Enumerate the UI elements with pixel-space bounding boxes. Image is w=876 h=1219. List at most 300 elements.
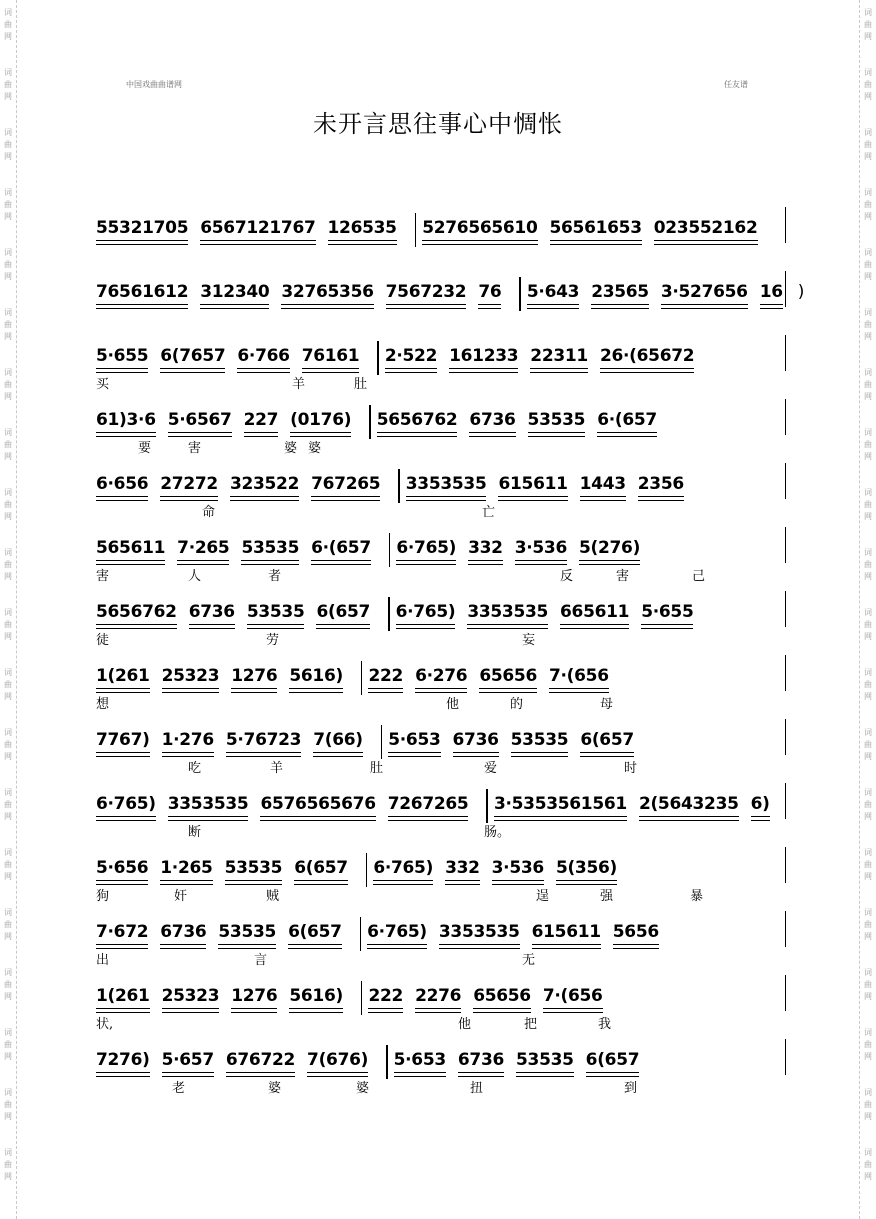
note-group: 5(356) — [556, 858, 617, 881]
watermark-char: 曲 — [864, 380, 872, 389]
score-line — [96, 781, 786, 845]
watermark-char: 网 — [864, 332, 872, 341]
note-group: 5·6567 — [168, 410, 232, 433]
lyric-char: 狗 — [96, 889, 110, 904]
note-group: 2·522 — [385, 346, 437, 369]
watermark-char: 曲 — [4, 980, 12, 989]
note-group: 3·536 — [515, 538, 567, 561]
note-group: 53535 — [511, 730, 569, 753]
note-group: 6(7657 — [160, 346, 225, 369]
note-group: 55321705 — [96, 218, 188, 241]
note-group: 53535 — [225, 858, 283, 881]
lyric-char: 婆 — [356, 1081, 370, 1096]
note-group: 23565 — [591, 282, 649, 305]
note-group: 6·766 — [237, 346, 289, 369]
note-group: 3353535 — [467, 602, 548, 625]
notation-line — [96, 405, 786, 439]
note-group: 6·(657 — [597, 410, 657, 433]
note-group: 767265 — [311, 474, 380, 497]
note-group: 65656 — [473, 986, 531, 1009]
note-group: 7·672 — [96, 922, 148, 945]
watermark-char: 词 — [864, 188, 872, 197]
watermark-mark — [0, 780, 16, 840]
note-group: 5·655 — [96, 346, 148, 369]
watermark-mark — [860, 960, 876, 1020]
watermark-char: 曲 — [864, 620, 872, 629]
watermark-char: 曲 — [4, 1040, 12, 1049]
score-line — [96, 205, 786, 269]
lyric-char: 扭 — [470, 1081, 484, 1096]
note-group: 1276 — [231, 986, 277, 1009]
lyric-char: 爱 — [484, 761, 498, 776]
page-title: 未开言思往事心中惆怅 — [313, 110, 563, 138]
note-group: 16 — [760, 282, 783, 305]
note-group: 3353535 — [406, 474, 487, 497]
note-group: 5·657 — [162, 1050, 214, 1073]
watermark-mark — [860, 360, 876, 420]
watermark-char: 曲 — [864, 740, 872, 749]
note-group: 6(657 — [316, 602, 370, 625]
barline — [388, 597, 390, 631]
watermark-char: 曲 — [4, 860, 12, 869]
lyric-char: 逞 — [536, 889, 550, 904]
note-group: 6736 — [458, 1050, 504, 1073]
note-group: 1·265 — [160, 858, 212, 881]
note-group: 6·765) — [396, 602, 456, 625]
note-group: 665611 — [560, 602, 629, 625]
watermark-mark — [0, 0, 16, 60]
watermark-char: 曲 — [864, 440, 872, 449]
watermark-char: 网 — [864, 692, 872, 701]
watermark-mark — [0, 600, 16, 660]
watermark-char: 网 — [864, 872, 872, 881]
watermark-char: 曲 — [4, 620, 12, 629]
watermark-char: 词 — [864, 608, 872, 617]
watermark-char: 曲 — [864, 800, 872, 809]
note-group: 5616) — [289, 986, 343, 1009]
note-group: 7·(656 — [549, 666, 609, 689]
note-group: 2(5643235 — [639, 794, 739, 817]
watermark-char: 曲 — [864, 980, 872, 989]
lyrics-line — [96, 1013, 786, 1031]
note-group: 53535 — [218, 922, 276, 945]
watermark-char: 词 — [4, 788, 12, 797]
lyric-char: 我 — [598, 1017, 612, 1032]
note-group: 5·653 — [394, 1050, 446, 1073]
end-barline — [785, 271, 787, 307]
watermark-mark — [860, 240, 876, 300]
lyric-char: 出 — [96, 953, 110, 968]
watermark-mark — [0, 960, 16, 1020]
end-barline — [785, 463, 787, 499]
note-group: 1(261 — [96, 666, 150, 689]
watermark-char: 曲 — [4, 380, 12, 389]
watermark-char: 词 — [864, 908, 872, 917]
watermark-mark — [0, 240, 16, 300]
watermark-mark — [0, 1020, 16, 1080]
watermark-mark — [0, 1140, 16, 1200]
watermark-char: 词 — [864, 248, 872, 257]
watermark-mark — [860, 1080, 876, 1140]
score-line — [96, 973, 786, 1037]
watermark-char: 网 — [864, 32, 872, 41]
watermark-char: 曲 — [864, 140, 872, 149]
watermark-char: 词 — [4, 728, 12, 737]
notation-line — [96, 1045, 786, 1079]
note-group: 3·536 — [492, 858, 544, 881]
barline — [360, 917, 362, 951]
watermark-char: 网 — [4, 452, 12, 461]
lyrics-line — [96, 565, 786, 583]
lyric-char: 命 — [202, 505, 216, 520]
lyric-char: 要 — [138, 441, 152, 456]
watermark-char: 网 — [4, 992, 12, 1001]
note-group: 6(657 — [294, 858, 348, 881]
lyric-char: 妄 — [522, 633, 536, 648]
note-group: 676722 — [226, 1050, 295, 1073]
lyrics-line — [96, 437, 786, 455]
watermark-char: 词 — [864, 8, 872, 17]
watermark-char: 曲 — [4, 20, 12, 29]
watermark-char: 曲 — [4, 80, 12, 89]
watermark-char: 词 — [4, 1088, 12, 1097]
lyric-char: 吃 — [188, 761, 202, 776]
note-group: 61)3·6 — [96, 410, 156, 433]
lyric-char: 徒 — [96, 633, 110, 648]
lyrics-line — [96, 245, 786, 263]
lyrics-line — [96, 1077, 786, 1095]
watermark-char: 词 — [864, 428, 872, 437]
notation-line — [96, 277, 805, 311]
note-group: 222 — [368, 986, 403, 1009]
note-group: 5·643 — [527, 282, 579, 305]
barline — [386, 1045, 388, 1079]
note-group: 7567232 — [386, 282, 467, 305]
watermark-char: 网 — [4, 1052, 12, 1061]
watermark-char: 词 — [4, 1028, 12, 1037]
watermark-char: 曲 — [864, 1160, 872, 1169]
lyric-char: 贼 — [266, 889, 280, 904]
watermark-char: 词 — [4, 908, 12, 917]
watermark-char: 网 — [864, 1052, 872, 1061]
lyric-char: 人 — [188, 569, 202, 584]
watermark-char: 网 — [864, 752, 872, 761]
lyric-char: 时 — [624, 761, 638, 776]
barline — [361, 661, 363, 695]
lyric-char: 言 — [254, 953, 268, 968]
watermark-char: 词 — [864, 848, 872, 857]
lyrics-line — [96, 373, 786, 391]
watermark-char: 词 — [864, 308, 872, 317]
note-group: 5·76723 — [226, 730, 301, 753]
watermark-char: 网 — [864, 152, 872, 161]
watermark-char: 网 — [4, 572, 12, 581]
note-group: 6736 — [453, 730, 499, 753]
end-barline — [785, 847, 787, 883]
watermark-char: 曲 — [864, 80, 872, 89]
watermark-char: 网 — [864, 812, 872, 821]
lyrics-line — [96, 821, 786, 839]
note-group: (0176) — [290, 410, 351, 433]
note-group: 615611 — [498, 474, 567, 497]
note-group: 6736 — [160, 922, 206, 945]
note-group: 6(657 — [586, 1050, 640, 1073]
watermark-mark — [0, 540, 16, 600]
note-group: 5656762 — [377, 410, 458, 433]
note-group: 5276565610 — [422, 218, 537, 241]
barline — [486, 789, 488, 823]
watermark-char: 曲 — [4, 260, 12, 269]
watermark-mark — [860, 540, 876, 600]
note-group: 1·276 — [162, 730, 214, 753]
watermark-char: 网 — [4, 872, 12, 881]
note-group: 2276 — [415, 986, 461, 1009]
watermark-char: 曲 — [864, 260, 872, 269]
watermark-mark — [0, 720, 16, 780]
watermark-char: 网 — [4, 332, 12, 341]
note-group: 5616) — [289, 666, 343, 689]
watermark-char: 曲 — [864, 320, 872, 329]
watermark-char: 曲 — [4, 140, 12, 149]
watermark-char: 曲 — [864, 920, 872, 929]
watermark-char: 网 — [4, 932, 12, 941]
barline — [389, 533, 391, 567]
watermark-char: 曲 — [4, 1100, 12, 1109]
watermark-char: 网 — [864, 512, 872, 521]
lyric-char: 肠。 — [484, 825, 511, 840]
watermark-char: 网 — [864, 1172, 872, 1181]
note-group: 3·5353561561 — [494, 794, 627, 817]
watermark-char: 网 — [4, 272, 12, 281]
watermark-mark — [860, 420, 876, 480]
watermark-char: 曲 — [864, 500, 872, 509]
watermark-mark — [860, 300, 876, 360]
watermark-char: 网 — [864, 392, 872, 401]
score-line — [96, 333, 786, 397]
lyric-char: 他 — [458, 1017, 472, 1032]
watermark-mark — [0, 360, 16, 420]
lyric-char: 断 — [188, 825, 202, 840]
score-line — [96, 909, 786, 973]
lyrics-line — [96, 309, 786, 327]
lyric-char: 劳 — [266, 633, 280, 648]
note-group: 7276) — [96, 1050, 150, 1073]
notation-line — [96, 469, 786, 503]
notation-line — [96, 981, 786, 1015]
watermark-char: 曲 — [4, 740, 12, 749]
watermark-char: 曲 — [864, 860, 872, 869]
watermark-char: 曲 — [864, 1100, 872, 1109]
watermark-mark — [0, 300, 16, 360]
watermark-char: 词 — [864, 668, 872, 677]
watermark-mark — [0, 1080, 16, 1140]
note-group: 6(657 — [580, 730, 634, 753]
note-group: 1(261 — [96, 986, 150, 1009]
note-group: 323522 — [230, 474, 299, 497]
note-group: 161233 — [449, 346, 518, 369]
lyric-char: 暴 — [690, 889, 704, 904]
score-line — [96, 397, 786, 461]
note-group: 2356 — [638, 474, 684, 497]
watermark-mark — [0, 900, 16, 960]
watermark-mark — [860, 180, 876, 240]
note-group: 53535 — [528, 410, 586, 433]
note-group: 65656 — [479, 666, 537, 689]
end-barline — [785, 591, 787, 627]
barline — [366, 853, 368, 887]
note-group: 7·(656 — [543, 986, 603, 1009]
barline — [415, 213, 417, 247]
barline — [361, 981, 363, 1015]
watermark-char: 词 — [4, 428, 12, 437]
note-group: 56561653 — [550, 218, 642, 241]
note-group: 6·(657 — [311, 538, 371, 561]
note-group: 6567121767 — [200, 218, 315, 241]
watermark-char: 曲 — [864, 680, 872, 689]
lyric-char: 肚 — [354, 377, 368, 392]
watermark-char: 词 — [4, 608, 12, 617]
note-group: 332 — [468, 538, 503, 561]
watermark-char: 曲 — [4, 1160, 12, 1169]
note-group: 5·653 — [388, 730, 440, 753]
watermark-char: 网 — [864, 452, 872, 461]
lyric-char: 婆 — [308, 441, 322, 456]
score — [96, 205, 805, 1101]
note-group: 6·276 — [415, 666, 467, 689]
note-group: 7267265 — [388, 794, 469, 817]
end-barline — [785, 207, 787, 243]
watermark-char: 词 — [864, 1088, 872, 1097]
site-name: 中国戏曲曲谱网 — [126, 80, 182, 89]
watermark-mark — [860, 900, 876, 960]
watermark-char: 词 — [4, 128, 12, 137]
note-group: 6(657 — [288, 922, 342, 945]
barline — [398, 469, 400, 503]
lyric-char: 亡 — [482, 505, 496, 520]
watermark-char: 词 — [864, 68, 872, 77]
note-group: 312340 — [200, 282, 269, 305]
note-group: 22311 — [530, 346, 588, 369]
lyrics-line — [96, 501, 786, 519]
note-group: 53535 — [516, 1050, 574, 1073]
lyrics-line — [96, 757, 786, 775]
lyric-char: 婆 — [268, 1081, 282, 1096]
note-group: 32765356 — [281, 282, 373, 305]
watermark-char: 词 — [864, 788, 872, 797]
lyric-char: 害 — [96, 569, 110, 584]
note-group: 332 — [445, 858, 480, 881]
note-group: 6) — [751, 794, 770, 817]
notation-line — [96, 533, 786, 567]
end-barline — [785, 399, 787, 435]
watermark-mark — [860, 480, 876, 540]
barline — [381, 725, 383, 759]
note-group: 5·655 — [641, 602, 693, 625]
notation-line — [96, 789, 786, 823]
watermark-char: 词 — [864, 128, 872, 137]
lyric-char: 的 — [510, 697, 524, 712]
watermark-mark — [0, 660, 16, 720]
note-group: 25323 — [162, 666, 220, 689]
watermark-char: 网 — [864, 92, 872, 101]
watermark-char: 词 — [4, 488, 12, 497]
watermark-char: 曲 — [4, 560, 12, 569]
watermark-char: 词 — [864, 1028, 872, 1037]
watermark-char: 网 — [4, 212, 12, 221]
watermark-char: 词 — [4, 308, 12, 317]
note-group: 6·765) — [367, 922, 427, 945]
end-barline — [785, 335, 787, 371]
watermark-char: 词 — [864, 368, 872, 377]
lyric-char: 害 — [188, 441, 202, 456]
watermark-char: 曲 — [4, 500, 12, 509]
barline — [369, 405, 371, 439]
note-group: 227 — [244, 410, 279, 433]
notation-line — [96, 661, 786, 695]
note-group: 76161 — [302, 346, 360, 369]
note-group: 6·765) — [96, 794, 156, 817]
barline — [519, 277, 521, 311]
score-line — [96, 653, 786, 717]
note-group: 1276 — [231, 666, 277, 689]
watermark-char: 网 — [4, 632, 12, 641]
lyric-char: 母 — [600, 697, 614, 712]
note-group: 3·527656 — [661, 282, 748, 305]
lyrics-line — [96, 693, 786, 711]
note-group: 615611 — [532, 922, 601, 945]
watermark-char: 网 — [4, 92, 12, 101]
watermark-mark — [860, 0, 876, 60]
lyric-char: 婆 — [284, 441, 298, 456]
end-barline — [785, 783, 787, 819]
note-group: 3353535 — [168, 794, 249, 817]
watermark-char: 曲 — [864, 20, 872, 29]
lyrics-line — [96, 629, 786, 647]
watermark-char: 词 — [4, 188, 12, 197]
watermark-char: 网 — [864, 272, 872, 281]
lyric-char: 羊 — [292, 377, 306, 392]
note-group: 1443 — [580, 474, 626, 497]
score-line — [96, 525, 786, 589]
lyrics-line — [96, 885, 786, 903]
notation-line — [96, 341, 786, 375]
note-group: 5·656 — [96, 858, 148, 881]
watermark-char: 曲 — [4, 440, 12, 449]
watermark-char: 网 — [4, 1112, 12, 1121]
note-group: 6736 — [189, 602, 235, 625]
note-group: 5656762 — [96, 602, 177, 625]
watermark-char: 网 — [4, 152, 12, 161]
watermark-char: 词 — [864, 1148, 872, 1157]
note-group: 565611 — [96, 538, 165, 561]
watermark-char: 曲 — [4, 200, 12, 209]
note-group: 76 — [478, 282, 501, 305]
notation-line — [96, 597, 786, 631]
watermark-char: 词 — [4, 68, 12, 77]
lyric-char: 他 — [446, 697, 460, 712]
lyric-char: 肚 — [370, 761, 384, 776]
note-group: 3353535 — [439, 922, 520, 945]
note-group: 6·765) — [396, 538, 456, 561]
watermark-mark — [860, 1140, 876, 1200]
note-group: 27272 — [160, 474, 218, 497]
note-group: 126535 — [328, 218, 397, 241]
watermark-char: 词 — [4, 848, 12, 857]
notation-line — [96, 725, 786, 759]
watermark-char: 词 — [864, 728, 872, 737]
left-watermark-strip — [0, 0, 17, 1219]
watermark-char: 网 — [4, 1172, 12, 1181]
